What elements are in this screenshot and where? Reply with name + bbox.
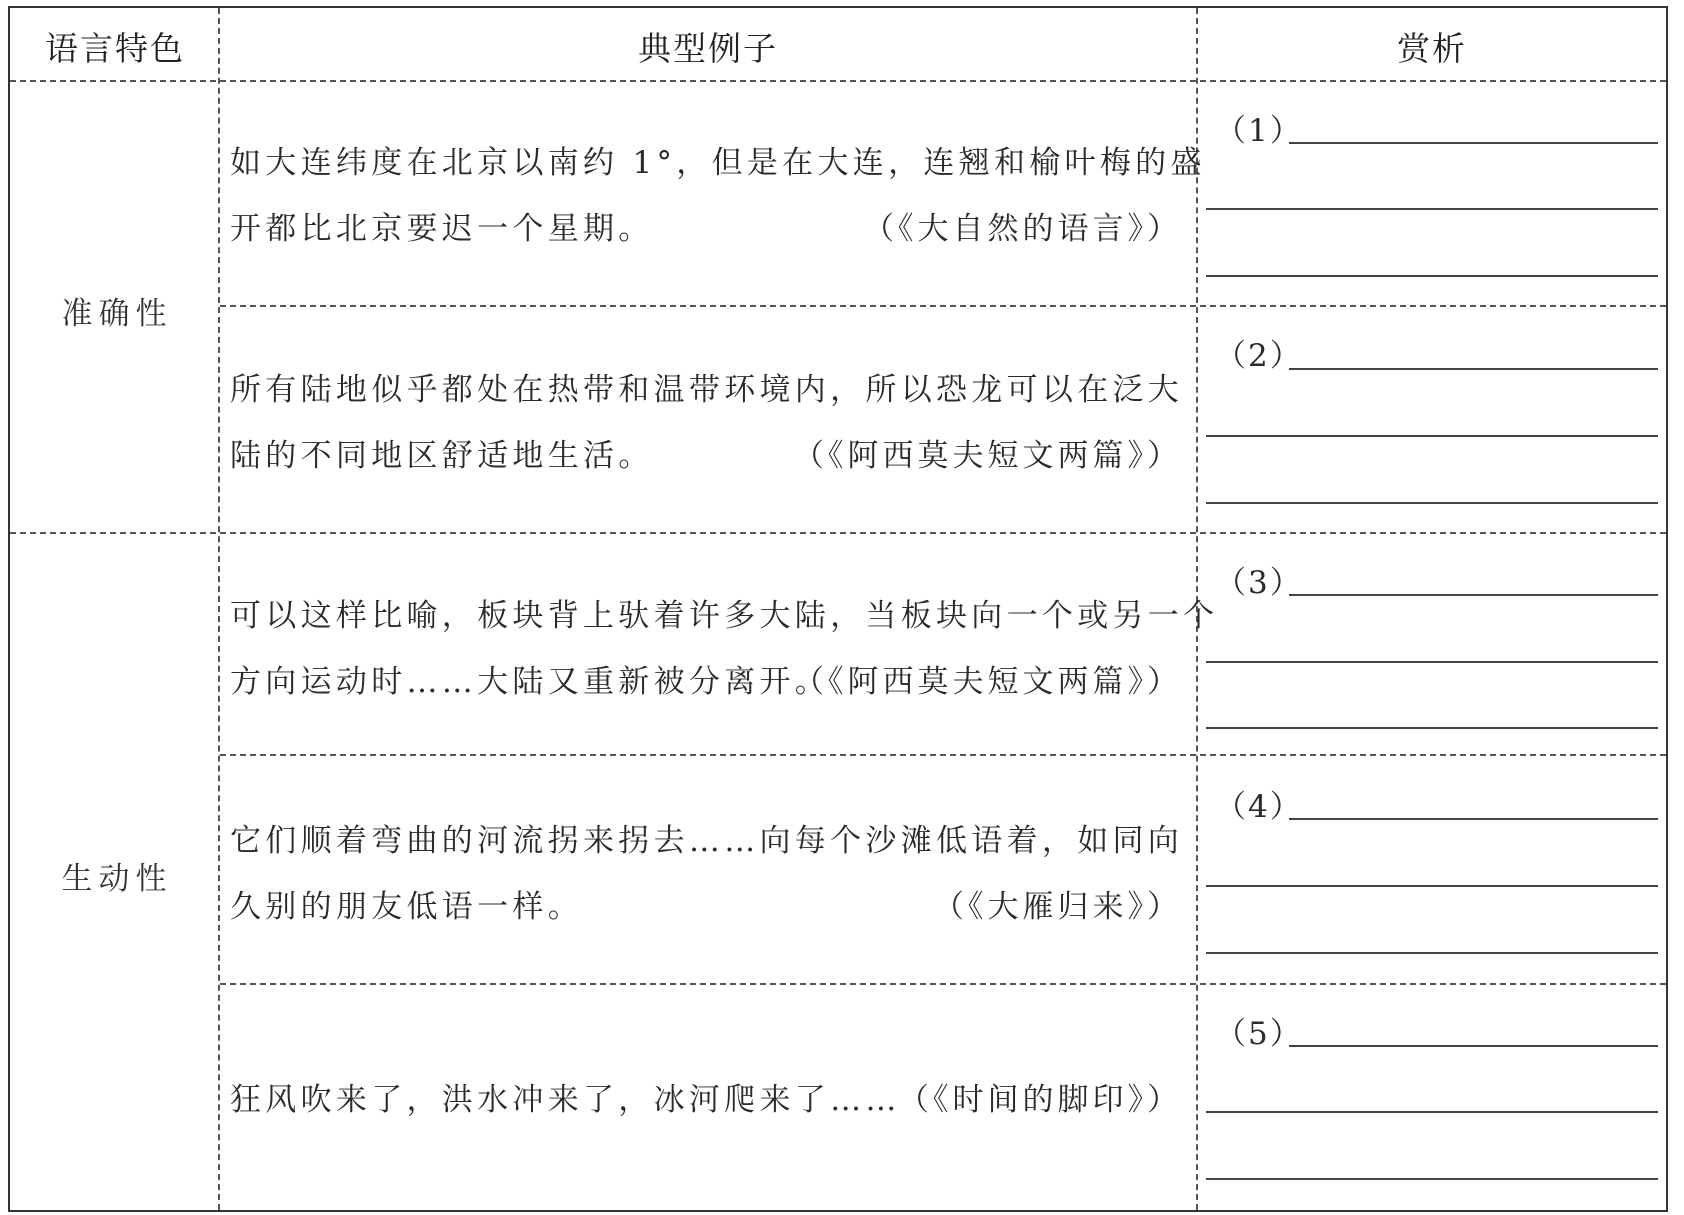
example-row-1 [230, 137, 1206, 257]
group-divider [10, 532, 1666, 534]
example-line-2: 方向运动时……大陆又重新被分离开。 [230, 664, 831, 700]
header-analysis: 赏析 [1397, 28, 1467, 68]
answer-line [1206, 885, 1658, 887]
row-divider-4 [220, 983, 1666, 985]
example-row-2 [230, 364, 1188, 484]
example-source: （《阿西莫夫短文两篇》） [793, 438, 1182, 474]
example-line-2: 开都比北京要迟一个星期。 [230, 211, 654, 247]
answer-line [1206, 1111, 1658, 1113]
example-source: （《大自然的语言》） [863, 211, 1182, 247]
column-divider-1 [218, 8, 220, 1210]
answer-line [1206, 661, 1658, 663]
example-line-1: 它们顺着弯曲的河流拐来拐去……向每个沙滩低语着，如同向 [230, 823, 1184, 859]
analysis-number: （4） [1215, 789, 1303, 825]
header-example: 典型例子 [638, 28, 778, 68]
answer-line [1289, 368, 1658, 370]
answer-line [1289, 818, 1658, 820]
example-line-1: 如大连纬度在北京以南约 1°，但是在大连，连翘和榆叶梅的盛 [230, 145, 1206, 181]
feature-accuracy: 准确性 [61, 296, 173, 332]
row-divider-3 [220, 754, 1666, 756]
example-source: （《阿西莫夫短文两篇》） [793, 664, 1182, 700]
analysis-number: （1） [1215, 113, 1303, 149]
analysis-number: （3） [1215, 565, 1303, 601]
example-line-2: 久别的朋友低语一样。 [230, 889, 583, 925]
answer-line [1206, 275, 1658, 277]
analysis-number: （5） [1215, 1016, 1303, 1052]
answer-line [1289, 1045, 1658, 1047]
answer-line [1206, 435, 1658, 437]
example-row-4 [230, 815, 1188, 935]
row-divider-1 [220, 305, 1666, 307]
analysis-number: （2） [1215, 338, 1303, 374]
example-line-1: 所有陆地似乎都处在热带和温带环境内，所以恐龙可以在泛大 [230, 372, 1184, 408]
answer-line [1206, 1178, 1658, 1180]
header-feature: 语言特色 [45, 28, 185, 68]
answer-line [1206, 502, 1658, 504]
answer-line [1206, 952, 1658, 954]
example-source: （《时间的脚印》） [898, 1082, 1182, 1118]
example-line-2: 狂风吹来了，洪水冲来了，冰河爬来了…… [230, 1082, 901, 1118]
example-row-5 [230, 1074, 1188, 1124]
answer-line [1289, 142, 1658, 144]
example-line-2: 陆的不同地区舒适地生活。 [230, 438, 654, 474]
answer-line [1206, 727, 1658, 729]
example-row-3 [230, 590, 1219, 710]
feature-vividness: 生动性 [61, 861, 173, 897]
answer-line [1289, 594, 1658, 596]
example-source: （《大雁归来》） [933, 889, 1182, 925]
answer-line [1206, 208, 1658, 210]
example-line-1: 可以这样比喻，板块背上驮着许多大陆，当板块向一个或另一个 [230, 598, 1219, 634]
